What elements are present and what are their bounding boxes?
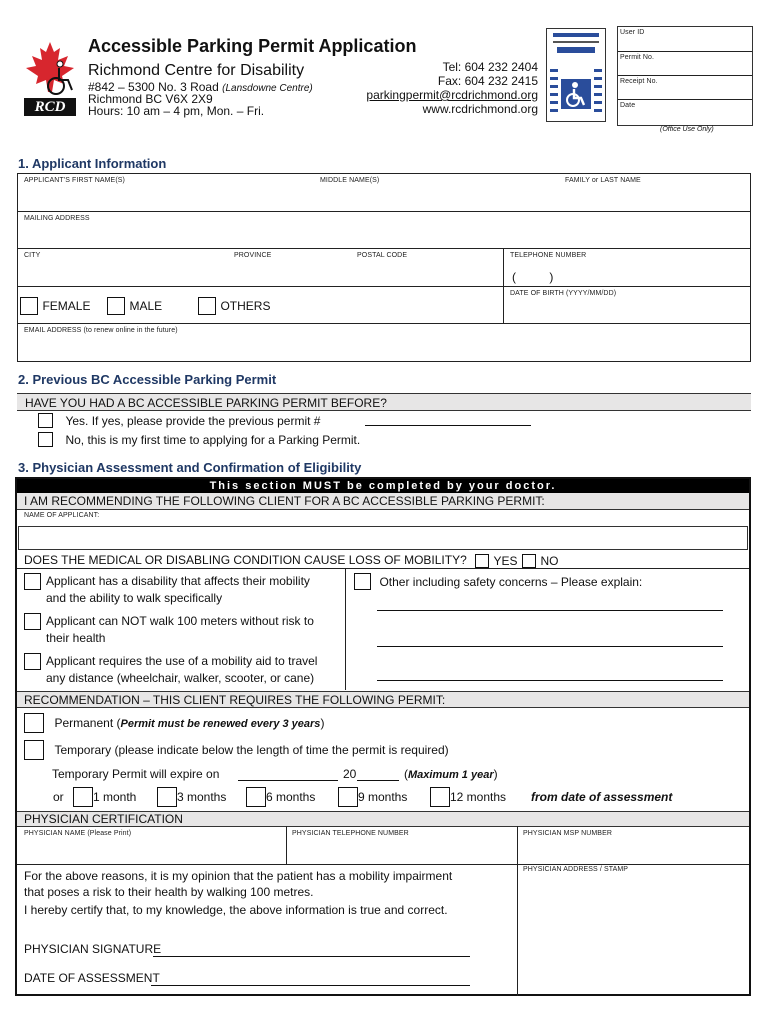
label-mailing: MAILING ADDRESS: [24, 215, 90, 222]
duration-9-months-label: 9 months: [358, 790, 408, 805]
duration-or: or: [53, 790, 64, 804]
expire-max-open: (: [404, 767, 408, 781]
middle-name-field[interactable]: [318, 188, 548, 208]
gender-others[interactable]: [198, 297, 270, 315]
doctor-banner: [17, 479, 749, 493]
duration-1-month-label: 1 month: [93, 790, 137, 805]
male-label: MALE: [129, 299, 163, 314]
option-other[interactable]: [354, 573, 642, 591]
phys-msp-field[interactable]: [521, 840, 747, 860]
telephone-field[interactable]: [508, 262, 748, 284]
signature-field[interactable]: [153, 942, 470, 957]
contact-website[interactable]: www.rcdrichmond.org: [422, 102, 538, 116]
reason-text: [24, 868, 452, 900]
label-email: EMAIL ADDRESS (to renew online in the future): [24, 327, 178, 334]
prev-permit-question-bar: [17, 393, 751, 411]
label-city: CITY: [24, 252, 41, 259]
phys-address-stamp-field[interactable]: [521, 878, 747, 992]
other-explain-line-1[interactable]: [377, 598, 723, 611]
last-name-field[interactable]: [556, 188, 746, 208]
option-other-checkbox[interactable]: [354, 573, 371, 590]
label-middle-name: MIDDLE NAME(S): [320, 177, 380, 184]
first-name-field[interactable]: [20, 188, 310, 208]
office-permit-no: Permit No.: [620, 54, 655, 61]
label-telephone: TELEPHONE NUMBER: [510, 252, 587, 259]
mobility-yes-checkbox[interactable]: [475, 554, 489, 568]
address-line1: #842 – 5300 No. 3 Road: [88, 80, 219, 94]
option-disability-line1: Applicant has a disability that affects their mobility: [46, 574, 310, 588]
section1-title: 1. Applicant Information: [18, 156, 167, 171]
mobility-no-checkbox[interactable]: [522, 554, 536, 568]
form-title: Accessible Parking Permit Application: [88, 36, 417, 56]
expire-label: Temporary Permit will expire on: [52, 767, 220, 781]
option-other-label: Other including safety concerns – Please explain:: [379, 575, 643, 589]
recommendation-bar: [17, 691, 749, 708]
address-note: (Lansdowne Centre): [222, 83, 313, 94]
reason-line2: that poses a risk to their health by walking 100 metres.: [24, 885, 314, 899]
option-aid-line1: Applicant requires the use of a mobility aid to travel: [46, 654, 318, 668]
option-walk-line2: their health: [46, 631, 106, 645]
option-walk-checkbox[interactable]: [24, 613, 41, 630]
permanent-label: Permanent (: [54, 716, 121, 731]
mobility-question: DOES THE MEDICAL OR DISABLING CONDITION CAUSE LOSS OF MOBILITY?: [24, 553, 467, 567]
label-postal: POSTAL CODE: [357, 252, 408, 259]
option-disability-line2: and the ability to walk specifically: [46, 591, 223, 605]
duration-12-months[interactable]: [430, 787, 506, 807]
cert-title: PHYSICIAN CERTIFICATION: [24, 812, 183, 826]
prev-no-checkbox[interactable]: [38, 432, 53, 447]
gender-female[interactable]: [20, 297, 90, 315]
org-hours: Hours: 10 am – 4 pm, Mon. – Fri.: [88, 104, 265, 118]
gender-male[interactable]: [107, 297, 162, 315]
expire-year-field[interactable]: [357, 767, 399, 781]
option-aid-checkbox[interactable]: [24, 653, 41, 670]
prev-yes-label: Yes. If yes, please provide the previous permit #: [65, 414, 321, 428]
phys-name-field[interactable]: [20, 840, 280, 860]
option-walk-line1: Applicant can NOT walk 100 meters without risk to: [46, 614, 314, 628]
reason-line1: For the above reasons, it is my opinion that the patient has a mobility impairment: [24, 869, 453, 883]
contact-fax: Fax: 604 232 2415: [437, 74, 538, 88]
certify-text: I hereby certify that, to my knowledge, the above information is true and correct.: [24, 903, 448, 917]
label-phys-name: PHYSICIAN NAME (Please Print): [24, 830, 132, 837]
duration-6-months-label: 6 months: [266, 790, 316, 805]
other-explain-line-2[interactable]: [377, 632, 723, 647]
office-user-id: User ID: [620, 29, 645, 36]
female-label: FEMALE: [42, 299, 91, 314]
others-label: OTHERS: [220, 299, 271, 314]
office-receipt-no: Receipt No.: [620, 78, 658, 85]
doctor-banner-text: This section MUST be completed by your doctor.: [209, 480, 557, 492]
from-date-of-assessment: from date of assessment: [531, 790, 673, 804]
prev-no-label: No, this is my first time to applying for a Parking Permit.: [65, 433, 361, 447]
expire-max: [404, 767, 498, 781]
date-assessment-label: DATE OF ASSESSMENT: [24, 971, 160, 985]
office-date: Date: [620, 102, 636, 109]
mobility-no-label: NO: [540, 554, 559, 568]
permanent-close: ): [320, 716, 325, 731]
expire-century: 20: [343, 767, 357, 781]
duration-6-months[interactable]: [246, 787, 315, 807]
mobility-yes-label: YES: [493, 554, 518, 568]
wheelchair-icon: [561, 79, 591, 109]
prev-yes-checkbox[interactable]: [38, 413, 53, 428]
duration-3-months-checkbox[interactable]: [157, 787, 177, 807]
prev-permit-yes[interactable]: [38, 412, 320, 430]
duration-1-month[interactable]: [73, 787, 136, 807]
org-address-2: Richmond BC V6X 2X9: [88, 92, 213, 106]
postal-field[interactable]: [354, 262, 494, 282]
duration-9-months-checkbox[interactable]: [338, 787, 358, 807]
contact-email-link[interactable]: parkingpermit@rcdrichmond.org: [366, 88, 538, 102]
office-use-note: (Office Use Only): [660, 126, 714, 133]
temporary-checkbox[interactable]: [24, 740, 44, 760]
office-use-table: [617, 26, 753, 126]
other-explain-line-3[interactable]: [377, 666, 723, 681]
permit-temporary[interactable]: [24, 740, 449, 760]
duration-9-months[interactable]: [338, 787, 407, 807]
permit-permanent[interactable]: [24, 713, 324, 733]
permanent-checkbox[interactable]: [24, 713, 44, 733]
recommending-text: I AM RECOMMENDING THE FOLLOWING CLIENT FOR A BC ACCESSIBLE PARKING PERMIT:: [24, 494, 545, 508]
label-province: PROVINCE: [234, 252, 272, 259]
permit-image: [546, 28, 606, 122]
prev-permit-number-field[interactable]: [365, 410, 531, 426]
permanent-note: Permit must be renewed every 3 years: [120, 718, 321, 731]
duration-12-months-checkbox[interactable]: [430, 787, 450, 807]
female-checkbox[interactable]: [20, 297, 38, 315]
label-name-of-applicant: NAME OF APPLICANT:: [24, 512, 100, 519]
label-phys-msp: PHYSICIAN MSP NUMBER: [523, 830, 612, 837]
section2-title: 2. Previous BC Accessible Parking Permit: [18, 372, 277, 387]
logo-text: RCD: [24, 98, 76, 116]
expire-date-field[interactable]: [238, 767, 338, 781]
label-phys-tel: PHYSICIAN TELEPHONE NUMBER: [292, 830, 409, 837]
recommendation-text: RECOMMENDATION – THIS CLIENT REQUIRES THE FOLLOWING PERMIT:: [24, 693, 446, 707]
male-checkbox[interactable]: [107, 297, 125, 315]
others-checkbox[interactable]: [198, 297, 216, 315]
option-aid-line2: any distance (wheelchair, walker, scooter, or cane): [46, 671, 315, 685]
option-disability-checkbox[interactable]: [24, 573, 41, 590]
contact-block: [330, 60, 538, 116]
label-first-name: APPLICANT'S FIRST NAME(S): [24, 177, 125, 184]
section3-title: 3. Physician Assessment and Confirmation of Eligibility: [18, 460, 362, 475]
phone-area-code: ( ): [512, 270, 554, 284]
city-field[interactable]: [20, 262, 220, 282]
phys-tel-field[interactable]: [290, 840, 512, 860]
label-phys-address: PHYSICIAN ADDRESS / STAMP: [523, 866, 629, 873]
label-last-name: FAMILY or LAST NAME: [565, 177, 641, 184]
mailing-address-field[interactable]: [20, 225, 746, 245]
date-assessment-field[interactable]: [151, 971, 470, 986]
province-field[interactable]: [228, 262, 348, 282]
duration-6-months-checkbox[interactable]: [246, 787, 266, 807]
recommending-bar: [17, 493, 749, 510]
duration-3-months-label: 3 months: [177, 790, 227, 805]
org-name: Richmond Centre for Disability: [88, 62, 305, 79]
cert-bar: [17, 811, 749, 827]
contact-tel: Tel: 604 232 2404: [442, 60, 538, 74]
prev-permit-no[interactable]: [38, 431, 360, 449]
temporary-label: Temporary (please indicate below the length of time the permit is required): [54, 743, 449, 758]
expire-max-close: ): [493, 767, 498, 781]
duration-12-months-label: 12 months: [450, 790, 507, 805]
email-field[interactable]: [20, 338, 746, 358]
duration-1-month-checkbox[interactable]: [73, 787, 93, 807]
expire-max-text: Maximum 1 year: [408, 769, 494, 781]
prev-permit-question: HAVE YOU HAD A BC ACCESSIBLE PARKING PERMIT BEFORE?: [25, 396, 387, 410]
label-dob: DATE OF BIRTH (YYYY/MM/DD): [510, 290, 617, 297]
signature-label: PHYSICIAN SIGNATURE: [24, 942, 162, 956]
duration-3-months[interactable]: [157, 787, 226, 807]
applicant-name-field[interactable]: [18, 526, 748, 550]
dob-field[interactable]: [508, 300, 748, 320]
